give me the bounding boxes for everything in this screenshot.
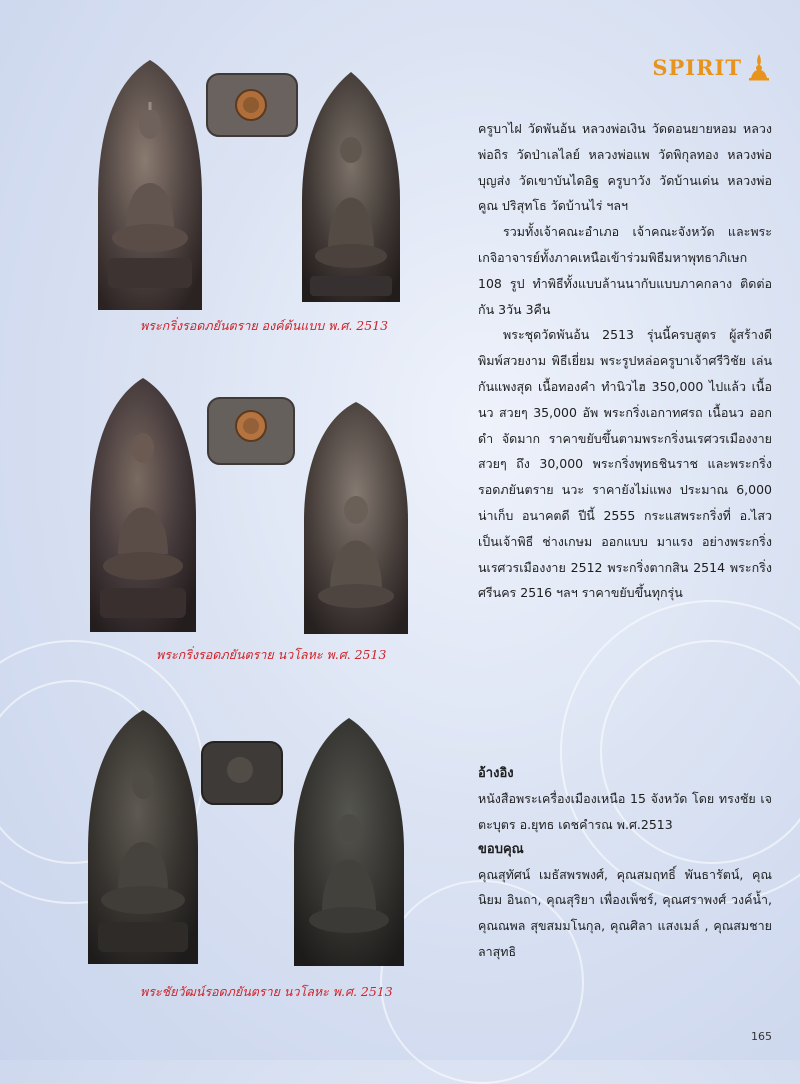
brand-title: SPIRIT [652, 54, 742, 80]
amulet-monk-3 [292, 716, 406, 968]
references-text: หนังสือพระเครื่องเมืองเหนือ 15 จังหวัด โดย ทรงชัย เจตะบุตร อ.ยุทธ เดชคำรณ พ.ศ.2513 [478, 791, 772, 832]
amulet-buddha-2 [88, 376, 198, 634]
body-paragraph-2: รวมทั้งเจ้าคณะอำเภอ เจ้าคณะจังหวัด และพระเกจิอาจารย์ทั้งภาคเหนือเข้าร่วมพิธีมหาพุทธาภิเษก 108 รูป ทำพิธีทั้งแบบล้านนากับแบบภาคกลาง ติดต่อกัน 3วัน 3คืน [478, 224, 772, 317]
amulet-base-seal-1 [205, 72, 299, 138]
amulet-buddha-1 [96, 58, 204, 312]
buddha-lotus-icon [746, 52, 772, 82]
amulet-base-seal-2 [206, 396, 296, 466]
amulet-monk-1 [300, 70, 402, 304]
thanks-text: คุณสุทัศน์ เมธัสพรพงศ์, คุณสมฤทธิ์ พันธารัตน์, คุณนิยม อินถา, คุณสุริยา เพื่องเพ็ชร์, คุณศราพงศ์ วงค์น้ำ, คุณณพล สุขสมมโนกุล, คุณศิลา แสงเมล์ , คุณสมชาย ลาสุทธิ [478, 866, 772, 959]
caption-row-1: พระกริ่งรอดภยันตราย องค์ต้นแบบ พ.ศ. 2513 [140, 318, 389, 333]
thanks-heading: ขอบคุณ [478, 841, 524, 857]
references-heading: อ้างอิง [478, 766, 514, 781]
amulet-buddha-3 [86, 708, 200, 966]
amulet-base-seal-3 [200, 740, 284, 806]
body-paragraph-1: ครูบาไฝ วัดพันอ้น หลวงพ่อเงิน วัดดอนยายหอม หลวงพ่อถิร วัดป่าเลไลย์ หลวงพ่อแพ วัดพิกุลทอง หลวงพ่อบุญส่ง วัดเขาบันไดอิฐ ครูบาวัง วัดบ้านเด่น หลวงพ่อคูณ ปริสุทโธ วัดบ้านไร่ ฯลฯ [478, 121, 772, 214]
amulet-monk-2 [302, 400, 410, 636]
page-number: 165 [751, 1030, 772, 1043]
caption-row-3: พระชัยวัฒน์รอดภยันตราย นวโลหะ พ.ศ. 2513 [140, 984, 393, 999]
references-section [478, 762, 772, 965]
caption-row-2: พระกริ่งรอดภยันตราย นวโลหะ พ.ศ. 2513 [156, 647, 387, 662]
page-header [652, 52, 772, 82]
body-paragraph-3: พระชุดวัดพันอ้น 2513 รุ่นนี้ครบสูตร ผู้สร้างดี พิมพ์สวยงาม พิธีเยี่ยม พระรูปหล่อครูบาเจ้าศรีวิชัย เล่นกันแพงสุด เนื้อทองคำ ทำนิวไฮ 350,000 ไปแล้ว เนื้อนว สวยๆ 35,000 อัพ พระกริ่งเอกาทศรถ เนื้อนว ออกดำ จัดมาก ราคาขยับขึ้นตามพระกริ่งนเรศวรเมืองงาย สวยๆ ถึง 30,000 พระกริ่งพุทธชินราช และพระกริ่งรอดภยันตราย นวะ ราคายังไม่แพง ประมาณ 6,000 น่าเก็บ อนาคตดี ปีนี้ 2555 กระแสพระกริ่งที่ อ.ไสว เป็นเจ้าพิธี ช่างเกษม ออกแบบ มาแรง อย่างพระกริ่งนเรศวรเมืองงาย 2512 พระกริ่งตากสิน 2514 พระกริ่งศรีนคร 2516 ฯลฯ ราคาขยับขึ้นทุกรุ่น [478, 327, 772, 601]
article-body [478, 116, 772, 606]
